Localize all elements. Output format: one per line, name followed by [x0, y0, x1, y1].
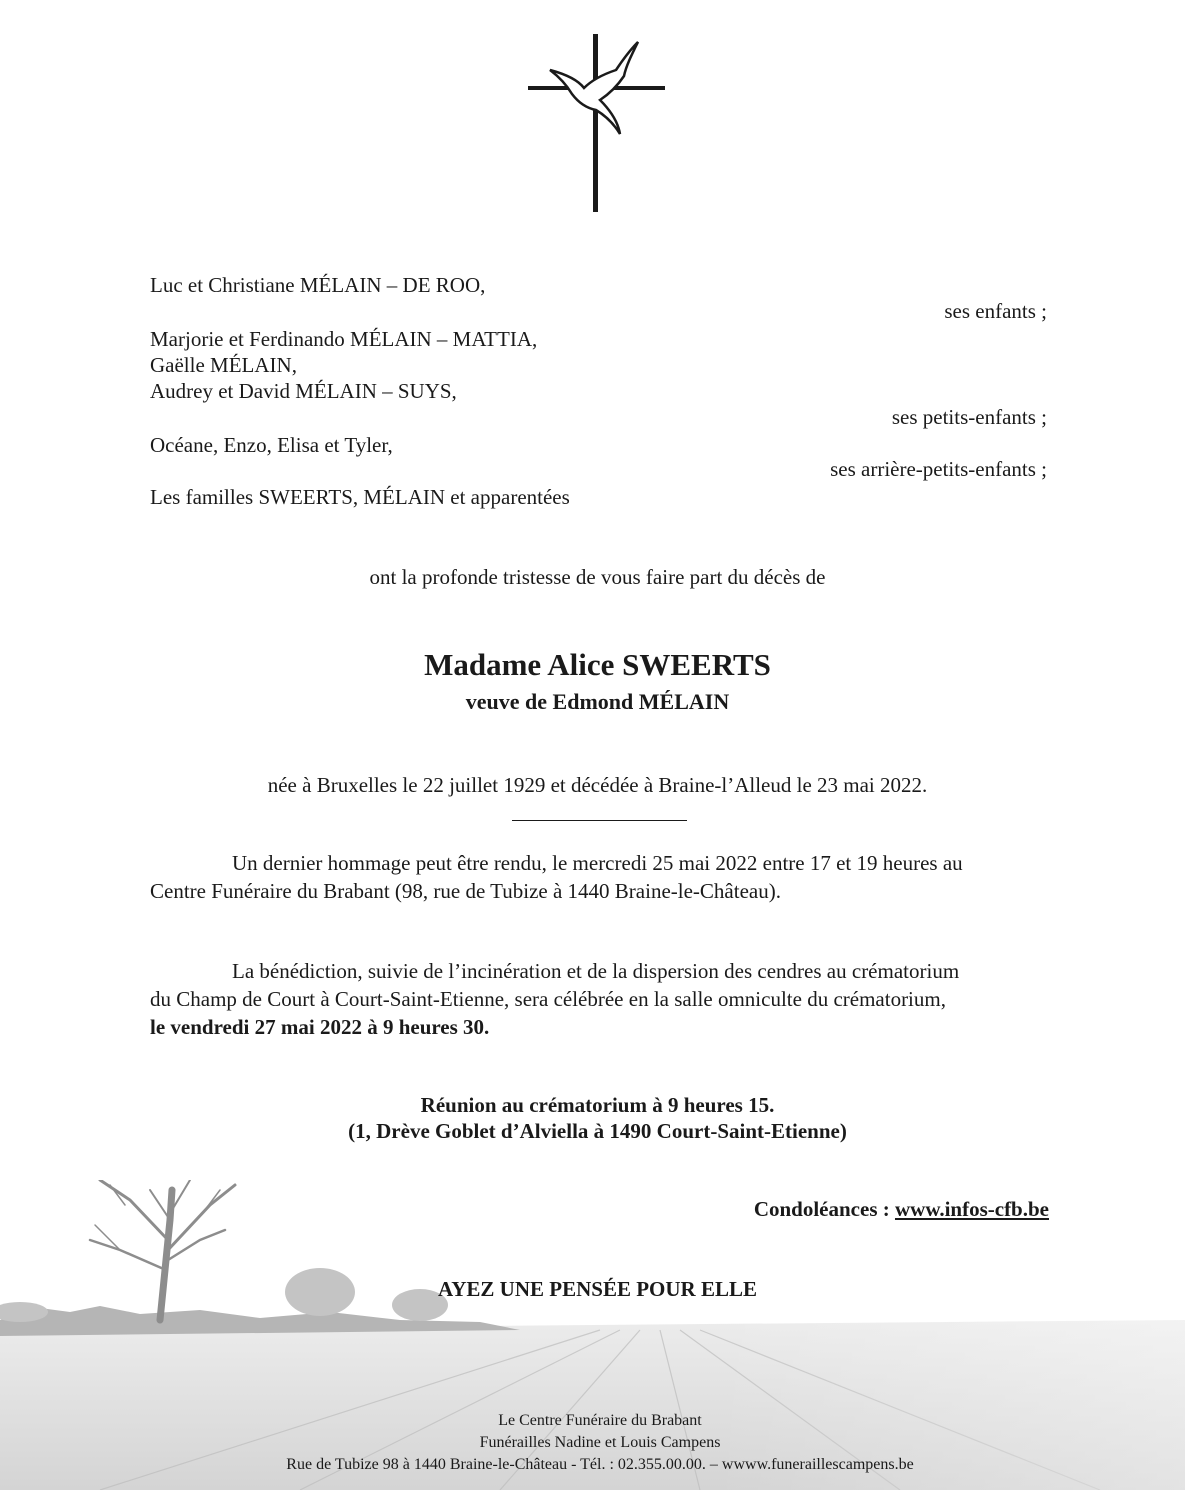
family-line-children: Luc et Christiane MÉLAIN – DE ROO, — [150, 273, 486, 297]
hommage-line-1: Un dernier hommage peut être rendu, le mercredi 25 mai 2022 entre 17 et 19 heures au — [232, 851, 963, 875]
announcement-text: ont la profonde tristesse de vous faire part du décès de — [369, 565, 826, 589]
footer-line-1: Le Centre Funéraire du Brabant — [498, 1412, 702, 1429]
condolences-label: Condoléances : — [753, 1197, 895, 1221]
family-line-great-grandchildren: Océane, Enzo, Elisa et Tyler, — [150, 433, 393, 457]
cross-with-dove-icon — [520, 30, 670, 215]
ceremony-line-1: La bénédiction, suivie de l’incinération et de la dispersion des cendres au crématorium — [232, 959, 960, 983]
reunion-address: (1, Drève Goblet d’Alviella à 1490 Court-Saint-Etienne) — [348, 1119, 847, 1143]
closing-message: AYEZ UNE PENSÉE POUR ELLE — [438, 1277, 757, 1301]
birth-death-dates: née à Bruxelles le 22 juillet 1929 et décédée à Braine-l’Alleud le 23 mai 2022. — [267, 773, 928, 797]
role-grandchildren: ses petits-enfants ; — [891, 405, 1047, 429]
ceremony-date-time: le vendredi 27 mai 2022 à 9 heures 30. — [150, 1015, 490, 1039]
reunion-time: Réunion au crématorium à 9 heures 15. — [420, 1093, 775, 1117]
divider — [512, 820, 687, 821]
footer-line-3: Rue de Tubize 98 à 1440 Braine-le-Château - Tél. : 02.355.00.00. – wwww.funeraillescampens.be — [286, 1456, 914, 1473]
condolences — [754, 1196, 1049, 1222]
role-children: ses enfants ; — [944, 299, 1047, 323]
ceremony-line-2: du Champ de Court à Court-Saint-Etienne, sera célébrée en la salle omniculte du crématorium, — [150, 987, 946, 1011]
family-line-relatives: Les familles SWEERTS, MÉLAIN et apparentées — [150, 485, 570, 509]
hommage-line-2: Centre Funéraire du Brabant (98, rue de Tubize à 1440 Braine-le-Château). — [150, 879, 781, 903]
deceased-spouse: veuve de Edmond MÉLAIN — [465, 689, 730, 714]
family-line-grandchild-1: Marjorie et Ferdinando MÉLAIN – MATTIA, — [150, 327, 538, 351]
family-line-grandchild-3: Audrey et David MÉLAIN – SUYS, — [150, 379, 457, 403]
family-line-grandchild-2: Gaëlle MÉLAIN, — [150, 353, 297, 377]
deceased-name: Madame Alice SWEERTS — [424, 647, 771, 682]
condolences-link[interactable]: www.infos-cfb.be — [894, 1197, 1049, 1221]
role-great-grandchildren: ses arrière-petits-enfants ; — [830, 457, 1047, 481]
footer-line-2: Funérailles Nadine et Louis Campens — [479, 1434, 721, 1451]
